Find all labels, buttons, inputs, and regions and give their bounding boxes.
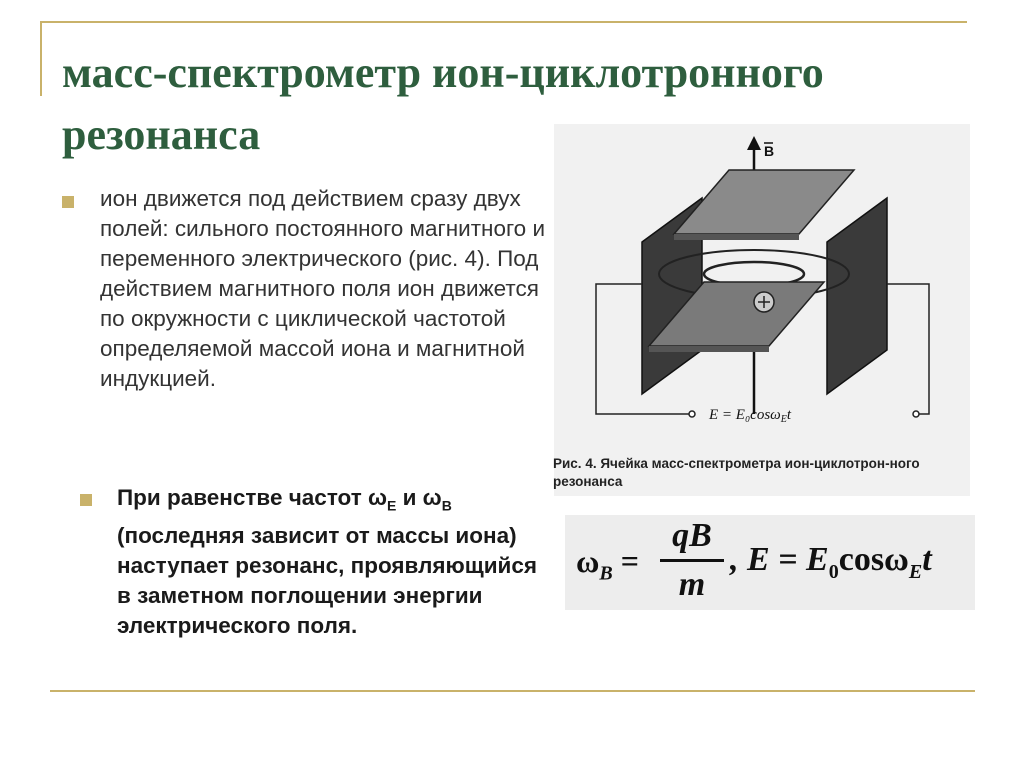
top-plate-edge xyxy=(674,234,799,240)
bullet-square-icon xyxy=(62,196,74,208)
fraction-bar xyxy=(660,559,724,562)
formula-denominator: m xyxy=(678,566,706,603)
terminal-left xyxy=(689,411,695,417)
body-paragraph-1: ион движется под действием сразу двух полей: сильного постоянного магнитного и переменного электрического (рис. 4). Под действием магнитного поля ион движется по окружности с циклической частотой определяемой массой иона и магнитной индукцией. xyxy=(100,186,546,391)
figure-caption: Рис. 4. Ячейка масс-спектрометра ион-циклотрон-ного резонанса xyxy=(553,456,920,489)
formula-e-field: , $E = E_0\cos\omega_Et$ xyxy=(730,541,932,583)
formula-numerator: qB xyxy=(672,517,712,554)
terminal-right xyxy=(913,411,919,417)
para2-sub-e: E xyxy=(387,497,397,514)
formula-fraction xyxy=(660,517,724,604)
icr-cell-diagram xyxy=(554,124,970,454)
e-field-label: E = E₀cosω$_E$t xyxy=(709,407,792,425)
frame-top-line xyxy=(40,21,967,23)
para2-sub-b: B xyxy=(441,497,452,514)
para2-text-2: и ω xyxy=(396,485,442,510)
para2-text-3: (последняя зависит от массы иона) наступает резонанс, проявляющийся в заметном поглощении энергии электрического поля. xyxy=(117,522,538,638)
b-field-arrowhead-icon xyxy=(747,136,761,150)
b-field-label: B xyxy=(764,143,775,159)
frame-left-line xyxy=(40,21,42,96)
right-wire xyxy=(887,284,929,414)
bottom-plate-edge xyxy=(649,346,769,352)
bullet-square-icon xyxy=(80,494,92,506)
right-plate xyxy=(827,198,887,394)
para2-text-1: При равенстве частот ω xyxy=(117,485,387,510)
title-bold: ион-циклотронного резонанса xyxy=(62,48,824,159)
formula xyxy=(570,515,975,610)
formula-omega: $\omega_B$ = xyxy=(576,543,639,585)
title-regular: масс-спектрометр xyxy=(62,48,422,97)
body-paragraph-2 xyxy=(117,483,547,641)
frame-bottom-line xyxy=(50,690,975,692)
top-plate xyxy=(674,170,854,234)
